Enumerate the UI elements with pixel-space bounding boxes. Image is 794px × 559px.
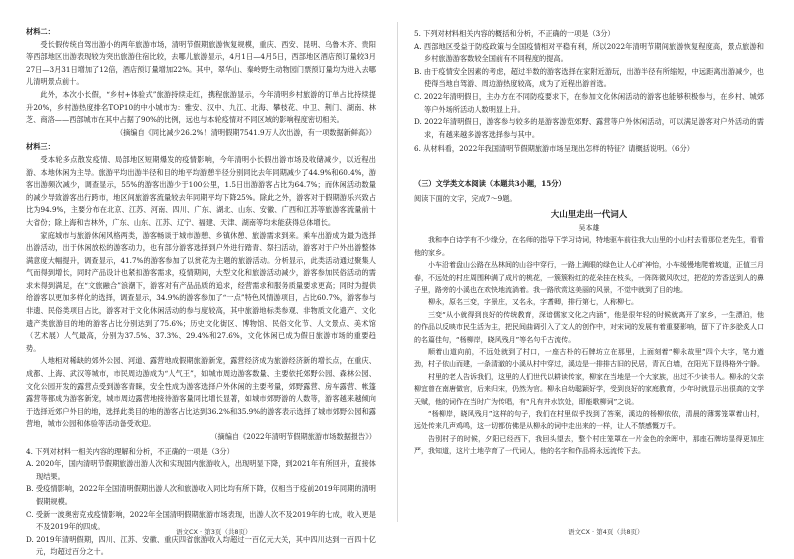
question-4-option: A. 2020年，国内清明节假期旅游出游人次和实现国内旅游收入，出现明显下降，到2021年有所回升，直接体现结果。: [26, 459, 376, 481]
question-5-option: C. 2022年清明假日，主办方在不同防疫要求下，在参加文化休闲活动的游客也能够积极参与，在乡村、城郊等户外场所活动人数明显上升。: [414, 91, 764, 114]
story-paragraph: 告别村子的时候，夕阳已经西下，我回头望去，整个村庄笼罩在一片金色的余晖中，那座石牌坊显得更加庄严，我知道，这片土地孕育了一代词人，他的名字和作品将永远流传下去。: [414, 434, 764, 456]
right-page: [414, 26, 764, 458]
material-2-source: （摘编自《同比减少26.2%！清明假期7541.9万人次出游，有一项数据新鲜高》）: [115, 127, 376, 137]
story-paragraph: 顺着山道向前，不远处就到了村口，一座古朴的石牌坊立在那里，上面刻着“柳永故里”四个大字，笔力遒劲，村子依山而建，一条清澈的小溪从村中穿过，溪边是一排排古旧的民居，青瓦白墙，在阳光下显得格外宁静。: [414, 347, 764, 369]
story-author: 吴本雄: [578, 223, 600, 232]
material-2-paragraph: 受长假传统自驾出游小的两年旅游市场，清明节假期旅游恢复规模，重庆、西安、昆明、乌鲁木齐、贵阳等西部地区出游表现较为突出旅游住宿比较，去哪儿旅游显示，4月1日—4月5日，西部地区酒店预订量较3月27日—3月31日增加了12倍，酒店预订量增加22%。其中，翠华山、秦岭野生动物园门票预订量均为进入去哪儿清明景点前十。: [26, 39, 376, 87]
material-3-paragraph: 家庭城市与旅游休闲风格两类，游客畅谈于城市游憩、乡镇休憩、旅游需求到来。乘车出游成为最为选择出游活动，出于休闲放松的游客动力，也有部分游客选择到户外进行踏青、祭扫活动，游客对于户外出游整体满意度大幅提升，调查显示，41.7%的游客参加了以赏花为主题的旅游活动。分析显示，此类活动通过聚集人气而得到增长，同时产品设计也紧扣游客需求，疫情期间，大型文化和旅游活动减少，游客参加民俗活动的需求未得到满足，在“文旅融合”浪潮下，游客对有产品品质的追求，经营需求和服务质量要求更高；同时为提供给游客以更加多样化的选择，调查显示，34.9%的游客参加了“一点”特色风情游项目，占比60.7%，游客参与非遗、民俗类项目占比，游客对于文化休闲活动的参与度较高，其中旅游地标类参观、非物质文化遗产、文化遗产类旅游目的地的游客占比分别达到了75.6%；历史文化街区、博物馆、民俗文化节、人文景点、美术馆（艺术展）人气最高，分别为37.5%、37.3%、29.4%和27.6%，文化休闲已成为假日旅游市场的重要趋势。: [26, 230, 376, 353]
question-4-option: D. 2019年清明假期，四川、江苏、安徽、重庆四省旅游收入均超过一百亿元大关，其中四川达到一百四十亿元，均超过百分之十。: [26, 534, 376, 557]
question-6-stem: 6. 从材料看，2022年我国清明节假期旅游市场呈现出怎样的特征？请概括说明。（6分）: [414, 144, 694, 154]
question-5-option: B. 由于疫情安全因素的考虑，超过半数的游客选择在家附近游玩，出游半径有所缩短，中远距离出游减少，也使得当地自驾游、周边游热度较高，成为了近程出游首选。: [414, 66, 764, 89]
section-intro: 阅读下面的文字，完成7～9题。: [414, 193, 517, 203]
page-footer-right: 语文CX · 第4页（共8页）: [568, 528, 644, 536]
question-5-option: D. 2022年清明假日，游客参与较多的是游客游览郊野、露营等户外休闲活动，可以满足游客对户外活动的需求，有越来越多游客选择参与其中。: [414, 117, 764, 139]
question-4-option: C. 受新一波奥密克戎疫情影响，2022年全国清明假期旅游市场表现，出游人次不及2019年的七成，收入更是不及2019年的四成。: [26, 509, 376, 532]
page-footer-left: 语文CX · 第3页（共8页）: [176, 528, 252, 536]
left-page: [26, 26, 376, 559]
question-4-option: B. 受疫情影响，2022年全国清明假期出游人次和旅游收入同比均有所下降，仅相当于疫前2019年同期的清明假期规模。: [26, 484, 376, 506]
material-3-source: （摘编自《2022年清明节假期旅游市场数据报告》）: [210, 432, 376, 441]
question-4-stem: 4. 下列对材料一相关内容的理解和分析，不正确的一项是（3分）: [26, 446, 234, 456]
story-body: [414, 234, 764, 457]
story-paragraph: 三变“从小就得到良好的传统教育，深谙儒家文化之内涵”，他是很年轻的时候就离开了家乡，一生漂泊，他的作品以反映市民生活为主，把民间曲调引入了文人的创作中，对宋词的发展有着重要影响，留下了许多脍炙人口的名篇佳句，“杨柳岸，晓风残月”等名句千古流传。: [414, 310, 764, 344]
material-2-paragraph: 此外，本次小长假，“乡村+体验式”旅游持续走红，携程旅游显示，今年清明乡村旅游的订单占比持续提升20%，乡村游热度排名TOP10的中小城市为：雅安、汉中、九江、北海、攀枝花、中卫、荆门、湖南、林芝、商洛——西部城市在其中占据了90%的比例，远也与本轮疫情对不同区域的影响程度密切相关。: [26, 89, 376, 125]
material-3-paragraph: 人地相对稀缺的郊外公园、河道、露营地成假期旅游新宠，露营经济成为旅游经济新的增长点，在重庆、成都、上海、武汉等城市，市民周边游成为“人气王”，如城市周边游客数量、主要依托郊野公园、森林公园、文化公园开发的露营点受到游客青睐，安全性成为游客选择户外休闲的主要考量，郊野露营、房车露营、帐篷露营等都成为游客新宠，城市周边露营地接待游客量同比增长显著，如城市郊野游的人数等，游客越来越倾向于选择近郊户外目的地，选择此类目的地的游客占比达到36.2%和35.9%的游客表示选择了城市郊野公园和露营地，城市公园和体验等活动备受欢迎。: [26, 356, 376, 429]
section-title: （三）文学类文本阅读（本题共3小题，15分）: [414, 178, 566, 188]
question-5-option: A. 西部地区受益于防疫政策与全国疫情相对平稳有利，所以2022年清明节期间旅游恢复程度高，景点旅游和乡村旅游游客数较全国前有不同程度的提高。: [414, 41, 764, 64]
story-paragraph: 小车沿着盘山公路在丛林间的山谷中穿行，一路上满眼的绿色让人心旷神怡，小车缓慢地爬着坡道，正值三月春，不远处的村庄周围种满了成片的桃花，一簇簇粉红的花朵挂在枝头，一阵阵微风吹过，把花的芳香送到人的鼻子里，路旁的小溪也在欢快地流淌着。我一路欣赏这美丽的风景，不觉中就到了目的地。: [414, 261, 764, 294]
question-5-stem: 5. 下列对材料相关内容的概括和分析，不正确的一项是（3分）: [414, 29, 615, 38]
story-paragraph: 我和李白诗学有不少缘分，在名师的指导下学习诗词，特地驱车前往我大山里的小山村去看那位老先生，看看他的家乡。: [414, 236, 764, 257]
page-divider: [397, 22, 398, 522]
story-paragraph: 村里的老人告诉我们，这里的人们世代以耕读传家，柳家在当地是一个大家族，出过不少读书人。柳永的父亲柳宜曾在南唐做官，后来归宋，仍然为官。柳永自幼聪颖好学，受到良好的家庭教育，少年时就显示出很高的文学天赋，他的词作在当时广为传唱，有“凡有井水饮处，即能歌柳词”之说。: [414, 372, 764, 406]
story-paragraph: “杨柳岸，晓风残月”这样的句子，我们在村里似乎找到了答案，溪边的杨柳依依，清晨的薄雾笼罩着山村，远处传来几声鸡鸣，这一切都仿佛是从柳永的词中走出来的一样，让人不禁感慨万千。: [414, 410, 764, 431]
material-2-title: 材料二：: [26, 27, 55, 36]
story-paragraph: 柳永，原名三变，字景庄，又名永，字耆卿，排行第七，人称柳七。: [428, 298, 638, 307]
material-3-title: 材料三：: [26, 142, 55, 152]
material-3-paragraph: 受本轮多点散发疫情、局部地区短期爆发的疫情影响，今年清明小长假出游市场及收储减少，以近程出游、本地休闲为主导。旅游平均出游半径和目的地平均游憩半径分别同比去年同期减少了44.9%和60.4%，游客出游频次减少，调查显示，55%的游客出游少于100公里，1.5日出游游客占比为64.7%；而休闲活动数量的减少导致游客出行跨市，地区间旅游客流量较去年同期平均下降25%。除此之外，游客对于假期游乐兴致占比为94.9%，主要分布在北京、江苏、河南、四川、广东、湖北、山东、安徽、广西和江苏等旅游客流量前十大省份；除上海和吉林外，广东、山东、江苏、辽宁、福建、天津、湖南等均未能获得总体增长。: [26, 154, 376, 227]
story-title: 大山里走出一代词人: [550, 210, 628, 221]
